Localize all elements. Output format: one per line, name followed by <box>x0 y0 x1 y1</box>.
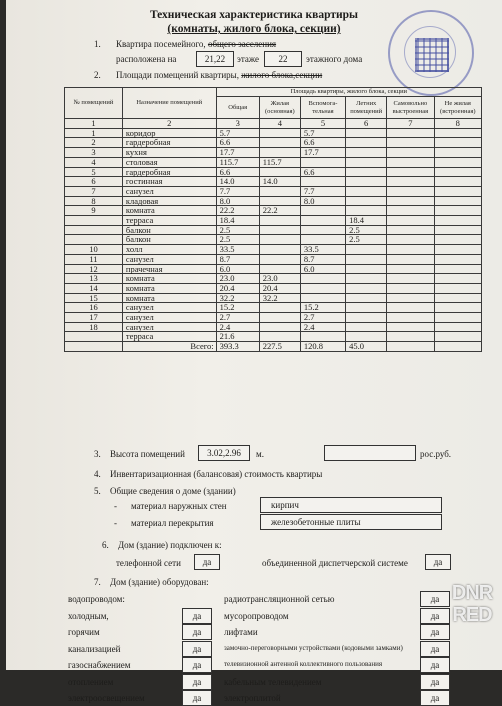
room-name: балкон <box>122 225 216 235</box>
area-value <box>387 128 434 138</box>
table-row <box>65 157 482 167</box>
total-row: Всего: 393.3 227.5 120.8 45.0 <box>65 342 482 352</box>
equipment-value: да <box>420 608 450 624</box>
area-value <box>259 322 300 332</box>
area-value <box>346 128 387 138</box>
equipment-label: канализацией <box>68 643 121 654</box>
area-value <box>346 148 387 158</box>
rooms-table: № помещений Назначение помещений Площадь квартиры, жилого блока, секции Общая Жилая (основная) Вспомога-тельная Летних помещений Самовольно выстроенная Не жилая (встроенная) 1 2 3 4 5 6 7 8 1 коридор 5.7 5.7 2 гардеробная 6.6 6.6 3 кухня 17.7 17.7 4 столовая 115.7 115.7 5 гардеробная 6.6 6.6 6 гостинная 14.0 14.0 7 санузел 7.7 7.7 8 кладовая 8.0 8.0 9 комната 22.2 22.2 терраса 18.4 18.4 балкон 2.5 2.5 балкон 2.5 2.5 10 холл 33.5 33.5 11 санузел 8.7 8.7 12 прачечная 6.0 6.0 13 комната 23.0 23.0 14 комната 20.4 20.4 15 комната 32.2 32.2 16 санузел 15.2 15.2 17 санузел 2.7 2.7 18 санузел 2.4 2.4 терраса 21.6 Всего: 393.3 227.5 120.8 45.0 <box>64 87 482 352</box>
area-value <box>434 167 481 177</box>
equipment-label: водопроводом: <box>68 594 125 604</box>
area-value <box>259 225 300 235</box>
area-value <box>434 322 481 332</box>
equipment-value: да <box>182 674 212 690</box>
area-value: 2.5 <box>346 235 387 245</box>
area-value <box>259 254 300 264</box>
table-row <box>65 274 482 284</box>
section7-text: Дом (здание) оборудован: <box>110 577 209 587</box>
section6-text: Дом (здание) подключен к: <box>118 540 222 550</box>
section1-text: Квартира посемейного, общего заселения <box>116 39 277 49</box>
area-value: 18.4 <box>216 216 259 226</box>
area-value <box>346 293 387 303</box>
area-value <box>387 332 434 342</box>
column-number: 4 <box>259 119 300 129</box>
area-value <box>259 148 300 158</box>
area-value <box>300 157 345 167</box>
table-row <box>65 313 482 323</box>
area-value <box>259 303 300 313</box>
header-num: № помещений <box>65 88 123 119</box>
area-value: 14.0 <box>259 177 300 187</box>
area-value <box>259 245 300 255</box>
document-sheet: Техническая характеристика квартиры (комнаты, жилого блока, секции) 1. Квартира посемейного, общего заселения расположена на 21,22 этаже 22 этажного дома 2. Площади помещений квартиры, жилого блока,секции № помещений Назначение помещений Площадь квартиры, жилого блока, секции Общая Жилая (основная) Вспомога-тельная Летних помещений Самовольно выстроенная Не жилая (встроенная) 1 2 3 4 5 6 7 8 1 коридор 5.7 5.7 2 гардеробная 6.6 6.6 3 кухня 17.7 17.7 4 столовая 115.7 115.7 5 гардеробная 6.6 6.6 6 гостинная 14.0 14.0 7 санузел 7.7 7.7 8 кладовая 8.0 8.0 9 комната 22.2 22.2 терраса 18.4 18.4 балкон 2.5 2.5 балкон 2.5 2.5 10 холл 33.5 33.5 11 санузел 8.7 8.7 12 прачечная 6.0 6.0 13 комната 23.0 23.0 14 комната 20.4 20.4 15 комната 32.2 32.2 16 санузел 15.2 15.2 17 санузел 2.7 2.7 18 санузел 2.4 2.4 терраса 21.6 Всего: 393.3 227.5 120.8 45.0 3. Высота помещений 3.02,2.96 м. рос.руб. 4. Инвентаризационная (балансовая) стоимость квартиры 5. Общие сведения о доме (здании) - материал наружных стен кирпич - материал перекрытия железобетонные плиты 6. Дом (здание) подключен к: телефонной сети да объединенной диспетчерской системе да 7. Дом (здание) оборудован: водопроводом: холодным, да горячим да канализацией да газоснабжением да отоплением да электроосвещением да радиотрансляционной сетью да мусоропроводом да лифтами да замочно-переговорными устройствами (кодовыми замками) да телевизионной антенной коллективного пользования да кабельным телевидением да электроплитой да DNR RED <box>6 0 502 670</box>
room-name: комната <box>122 274 216 284</box>
area-value: 2.5 <box>346 225 387 235</box>
area-value <box>346 322 387 332</box>
room-number <box>65 216 123 226</box>
height-field: 3.02,2.96 <box>198 445 250 461</box>
room-name: гардеробная <box>122 138 216 148</box>
room-name: столовая <box>122 157 216 167</box>
area-value <box>434 264 481 274</box>
area-value: 15.2 <box>216 303 259 313</box>
equipment-label: горячим <box>68 627 100 637</box>
area-value <box>387 225 434 235</box>
room-name: комната <box>122 283 216 293</box>
room-number: 1 <box>65 128 123 138</box>
area-value <box>300 177 345 187</box>
equipment-label: мусоропроводом <box>224 610 289 621</box>
area-value <box>387 167 434 177</box>
area-value <box>259 128 300 138</box>
room-number: 10 <box>65 245 123 255</box>
area-value <box>346 254 387 264</box>
column-number: 3 <box>216 119 259 129</box>
area-value <box>387 196 434 206</box>
area-value <box>434 128 481 138</box>
room-name: кухня <box>122 148 216 158</box>
qr-code-icon <box>415 38 449 72</box>
header-area-group: Площадь квартиры, жилого блока, секции <box>216 88 481 97</box>
area-value: 8.7 <box>300 254 345 264</box>
area-value: 6.0 <box>216 264 259 274</box>
area-value: 21.6 <box>216 332 259 342</box>
room-name: комната <box>122 293 216 303</box>
area-value <box>434 235 481 245</box>
area-value <box>346 283 387 293</box>
area-value <box>346 196 387 206</box>
area-value: 8.7 <box>216 254 259 264</box>
equipment-value: да <box>420 591 450 607</box>
area-value <box>346 186 387 196</box>
equipment-label: отоплением <box>68 676 114 687</box>
room-number: 5 <box>65 167 123 177</box>
area-value <box>434 157 481 167</box>
area-value <box>387 206 434 216</box>
area-value: 8.0 <box>300 196 345 206</box>
area-value <box>346 138 387 148</box>
room-name: прачечная <box>122 264 216 274</box>
area-value <box>434 148 481 158</box>
area-value <box>346 245 387 255</box>
room-name: терраса <box>122 332 216 342</box>
equipment-value: да <box>182 641 212 657</box>
area-value: 17.7 <box>216 148 259 158</box>
table-row <box>65 283 482 293</box>
area-value <box>346 157 387 167</box>
room-number: 11 <box>65 254 123 264</box>
area-value <box>259 313 300 323</box>
area-value: 7.7 <box>300 186 345 196</box>
header-name: Назначение помещений <box>122 88 216 119</box>
area-value <box>434 177 481 187</box>
area-value: 22.2 <box>259 206 300 216</box>
area-value <box>300 274 345 284</box>
column-number: 7 <box>387 119 434 129</box>
area-value <box>387 186 434 196</box>
equipment-value: да <box>420 674 450 690</box>
equipment-label: радиотрансляционной сетью <box>224 594 335 604</box>
room-name: санузел <box>122 313 216 323</box>
column-numbers-row <box>65 119 482 129</box>
equipment-value: да <box>420 624 450 640</box>
equipment-label: телевизионной антенной коллективного пользования <box>224 660 383 668</box>
area-value <box>346 274 387 284</box>
room-name: коридор <box>122 128 216 138</box>
document-subtitle: (комнаты, жилого блока, секции) <box>167 23 341 35</box>
equipment-label: кабельным телевидением <box>224 676 322 687</box>
area-value: 2.5 <box>216 235 259 245</box>
area-value <box>387 322 434 332</box>
area-value <box>387 264 434 274</box>
area-value <box>259 138 300 148</box>
room-number: 4 <box>65 157 123 167</box>
area-value: 6.6 <box>216 138 259 148</box>
area-value <box>259 235 300 245</box>
equipment-value: да <box>420 657 450 673</box>
room-name: терраса <box>122 216 216 226</box>
area-value <box>387 245 434 255</box>
room-number: 9 <box>65 206 123 216</box>
area-value <box>434 196 481 206</box>
cost-field <box>324 445 416 461</box>
area-value <box>434 303 481 313</box>
equipment-label: газоснабжением <box>68 660 131 670</box>
area-value <box>387 293 434 303</box>
area-value <box>300 283 345 293</box>
room-name: санузел <box>122 254 216 264</box>
area-value: 32.2 <box>259 293 300 303</box>
room-number: 13 <box>65 274 123 284</box>
area-value: 32.2 <box>216 293 259 303</box>
area-value: 20.4 <box>216 283 259 293</box>
area-value <box>434 206 481 216</box>
area-value <box>346 177 387 187</box>
area-value: 22.2 <box>216 206 259 216</box>
equipment-label: лифтами <box>224 627 258 637</box>
room-name: санузел <box>122 303 216 313</box>
section5-text: Общие сведения о доме (здании) <box>110 486 236 496</box>
area-value: 20.4 <box>259 283 300 293</box>
area-value <box>434 245 481 255</box>
area-value <box>346 303 387 313</box>
area-value <box>434 332 481 342</box>
floors-material-field: железобетонные плиты <box>260 514 442 530</box>
area-value: 15.2 <box>300 303 345 313</box>
table-row <box>65 186 482 196</box>
area-value: 2.7 <box>300 313 345 323</box>
room-name: санузел <box>122 186 216 196</box>
area-value: 23.0 <box>216 274 259 284</box>
equipment-value: да <box>182 624 212 640</box>
equipment-value: да <box>182 657 212 673</box>
equipment-value: да <box>182 608 212 624</box>
area-value: 33.5 <box>300 245 345 255</box>
equipment-value: да <box>420 690 450 706</box>
area-value: 2.7 <box>216 313 259 323</box>
area-value <box>346 167 387 177</box>
column-number: 8 <box>434 119 481 129</box>
area-value: 6.6 <box>216 167 259 177</box>
area-value <box>346 264 387 274</box>
room-number: 3 <box>65 148 123 158</box>
area-value <box>300 225 345 235</box>
area-value <box>434 274 481 284</box>
room-number: 6 <box>65 177 123 187</box>
floor-field: 21,22 <box>196 51 234 67</box>
area-value <box>434 283 481 293</box>
area-value <box>300 216 345 226</box>
area-value <box>434 225 481 235</box>
table-row <box>65 245 482 255</box>
room-number: 12 <box>65 264 123 274</box>
section2-text: Площади помещений квартиры, жилого блока,секции <box>116 70 323 80</box>
area-value <box>434 293 481 303</box>
column-number: 1 <box>65 119 123 129</box>
room-name: санузел <box>122 322 216 332</box>
room-name: комната <box>122 206 216 216</box>
room-name: балкон <box>122 235 216 245</box>
document-title: Техническая характеристика квартиры <box>149 9 359 21</box>
room-number: 15 <box>65 293 123 303</box>
area-value <box>300 206 345 216</box>
area-value: 33.5 <box>216 245 259 255</box>
room-number <box>65 225 123 235</box>
column-number: 2 <box>122 119 216 129</box>
area-value <box>387 148 434 158</box>
room-name: кладовая <box>122 196 216 206</box>
walls-field: кирпич <box>260 497 442 513</box>
area-value: 23.0 <box>259 274 300 284</box>
area-value <box>434 216 481 226</box>
area-value <box>387 177 434 187</box>
equipment-label: замочно-переговорными устройствами (кодовыми замками) <box>224 643 403 652</box>
equipment-value: да <box>182 690 212 706</box>
room-number: 17 <box>65 313 123 323</box>
area-value: 14.0 <box>216 177 259 187</box>
area-value: 6.6 <box>300 167 345 177</box>
equipment-label: электроосвещением <box>68 693 145 703</box>
area-value: 2.4 <box>216 322 259 332</box>
area-value: 6.0 <box>300 264 345 274</box>
column-number: 5 <box>300 119 345 129</box>
area-value: 2.5 <box>216 225 259 235</box>
room-number: 7 <box>65 186 123 196</box>
area-value <box>387 216 434 226</box>
area-value <box>387 313 434 323</box>
section4-text: Инвентаризационная (балансовая) стоимость квартиры <box>110 469 323 479</box>
area-value <box>434 313 481 323</box>
watermark-logo: DNR RED <box>451 582 493 626</box>
area-value: 18.4 <box>346 216 387 226</box>
floors-count-field: 22 <box>264 51 302 67</box>
area-value <box>387 254 434 264</box>
area-value <box>387 283 434 293</box>
area-value: 6.6 <box>300 138 345 148</box>
area-value <box>387 138 434 148</box>
area-value <box>434 186 481 196</box>
room-number <box>65 332 123 342</box>
area-value: 115.7 <box>259 157 300 167</box>
table-row <box>65 177 482 187</box>
area-value <box>387 157 434 167</box>
room-number: 2 <box>65 138 123 148</box>
phone-field: да <box>194 554 220 570</box>
room-name: гостинная <box>122 177 216 187</box>
column-number: 6 <box>346 119 387 129</box>
area-value <box>434 138 481 148</box>
area-value <box>387 235 434 245</box>
equipment-label: электроплитой <box>224 693 281 703</box>
table-row <box>65 254 482 264</box>
equipment-value: да <box>420 641 450 657</box>
area-value: 8.0 <box>216 196 259 206</box>
table-row <box>65 216 482 226</box>
area-value <box>259 186 300 196</box>
area-value <box>346 313 387 323</box>
area-value <box>387 274 434 284</box>
area-value: 2.4 <box>300 322 345 332</box>
equipment-label: холодным, <box>68 610 109 621</box>
room-number: 14 <box>65 283 123 293</box>
area-value <box>434 254 481 264</box>
area-value: 7.7 <box>216 186 259 196</box>
dispatch-field: да <box>425 554 451 570</box>
room-number: 18 <box>65 322 123 332</box>
room-name: гардеробная <box>122 167 216 177</box>
room-name: холл <box>122 245 216 255</box>
area-value <box>387 303 434 313</box>
room-number: 8 <box>65 196 123 206</box>
area-value: 5.7 <box>216 128 259 138</box>
area-value: 17.7 <box>300 148 345 158</box>
area-value <box>259 216 300 226</box>
table-row <box>65 148 482 158</box>
area-value: 5.7 <box>300 128 345 138</box>
area-value: 115.7 <box>216 157 259 167</box>
room-number: 16 <box>65 303 123 313</box>
